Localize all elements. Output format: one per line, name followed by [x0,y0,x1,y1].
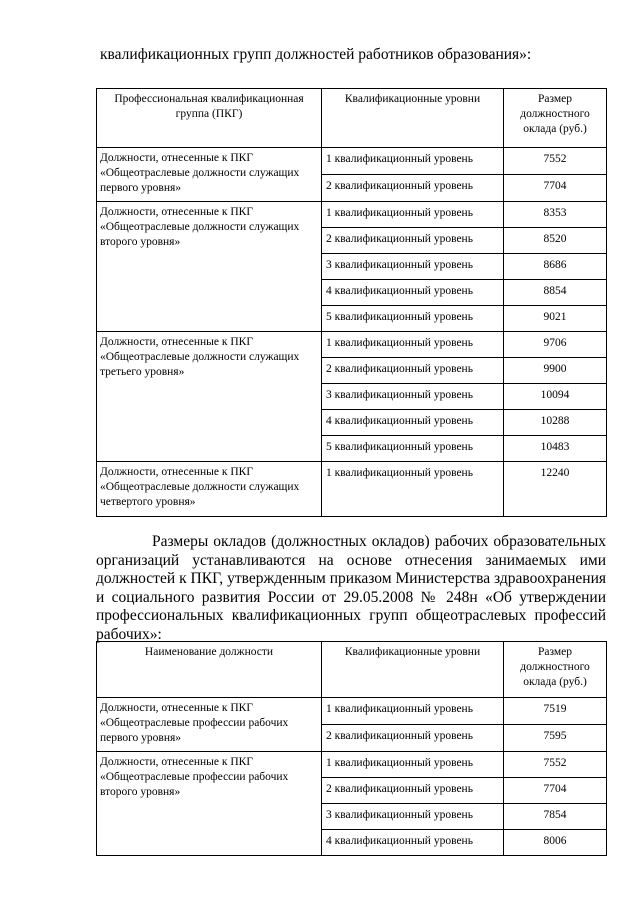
level-cell: 5 квалификационный уровень [322,436,504,462]
salary-cell: 7519 [504,698,607,725]
level-cell: 5 квалификационный уровень [322,306,504,332]
header-levels: Квалификационные уровни [322,89,504,148]
intro-line: квалификационных групп должностей работников образования»: [100,46,532,63]
level-cell: 1 квалификационный уровень [322,752,504,778]
level-cell: 1 квалификационный уровень [322,462,504,517]
salary-cell: 7552 [504,148,607,175]
group-name-cell: Должности, отнесенные к ПКГ «Общеотраслевые должности служащих четвертого уровня» [97,462,322,517]
level-cell: 3 квалификационный уровень [322,254,504,280]
table-header-row [97,89,607,148]
level-cell: 2 квалификационный уровень [322,228,504,254]
table-row [97,752,607,778]
table-row [97,332,607,358]
level-cell: 3 квалификационный уровень [322,384,504,410]
group-name-cell: Должности, отнесенные к ПКГ «Общеотраслевые должности служащих первого уровня» [97,148,322,202]
salary-cell: 7704 [504,778,607,804]
salary-cell: 9900 [504,358,607,384]
level-cell: 2 квалификационный уровень [322,725,504,752]
salary-cell: 12240 [504,462,607,517]
group-name-cell: Должности, отнесенные к ПКГ «Общеотраслевые должности служащих третьего уровня» [97,332,322,462]
level-cell: 4 квалификационный уровень [322,280,504,306]
level-cell: 4 квалификационный уровень [322,830,504,856]
table-header-row [97,642,607,698]
level-cell: 2 квалификационный уровень [322,175,504,202]
header-salary: Размер должностного оклада (руб.) [504,642,607,698]
group-name-cell: Должности, отнесенные к ПКГ «Общеотраслевые должности служащих второго уровня» [97,202,322,332]
table-row [97,462,607,517]
salary-cell: 10094 [504,384,607,410]
salary-cell: 8686 [504,254,607,280]
salary-cell: 9706 [504,332,607,358]
workers-salary-paragraph: Размеры окладов (должностных окладов) рабочих образовательных организаций устанавливаются на основе отнесения занимаемых ими должностей к ПКГ, утвержденным приказом Министерства здравоохранения и социального развития России от 29.05.2008 № 248н «Об утверждении профессиональных квалификационных групп общеотраслевых профессий рабочих»: [96,533,606,643]
salary-cell: 7552 [504,752,607,778]
salary-cell: 8353 [504,202,607,228]
group-name-cell: Должности, отнесенные к ПКГ «Общеотраслевые профессии рабочих второго уровня» [97,752,322,856]
salary-cell: 7704 [504,175,607,202]
salary-cell: 10483 [504,436,607,462]
salary-cell: 8854 [504,280,607,306]
level-cell: 2 квалификационный уровень [322,358,504,384]
table-row [97,148,607,175]
level-cell: 4 квалификационный уровень [322,410,504,436]
header-salary: Размер должностного оклада (руб.) [504,89,607,148]
salary-cell: 8520 [504,228,607,254]
salary-cell: 7854 [504,804,607,830]
level-cell: 1 квалификационный уровень [322,332,504,358]
table-row [97,698,607,725]
level-cell: 1 квалификационный уровень [322,148,504,175]
level-cell: 1 квалификационный уровень [322,698,504,725]
salary-cell: 9021 [504,306,607,332]
header-group: Профессиональная квалификационная группа (ПКГ) [97,89,322,148]
group-name-cell: Должности, отнесенные к ПКГ «Общеотраслевые профессии рабочих первого уровня» [97,698,322,752]
level-cell: 2 квалификационный уровень [322,778,504,804]
table-workers [96,641,607,856]
table-row [97,202,607,228]
header-levels: Квалификационные уровни [322,642,504,698]
level-cell: 1 квалификационный уровень [322,202,504,228]
table-office-workers [96,88,607,517]
salary-cell: 10288 [504,410,607,436]
level-cell: 3 квалификационный уровень [322,804,504,830]
salary-cell: 8006 [504,830,607,856]
header-position: Наименование должности [97,642,322,698]
salary-cell: 7595 [504,725,607,752]
